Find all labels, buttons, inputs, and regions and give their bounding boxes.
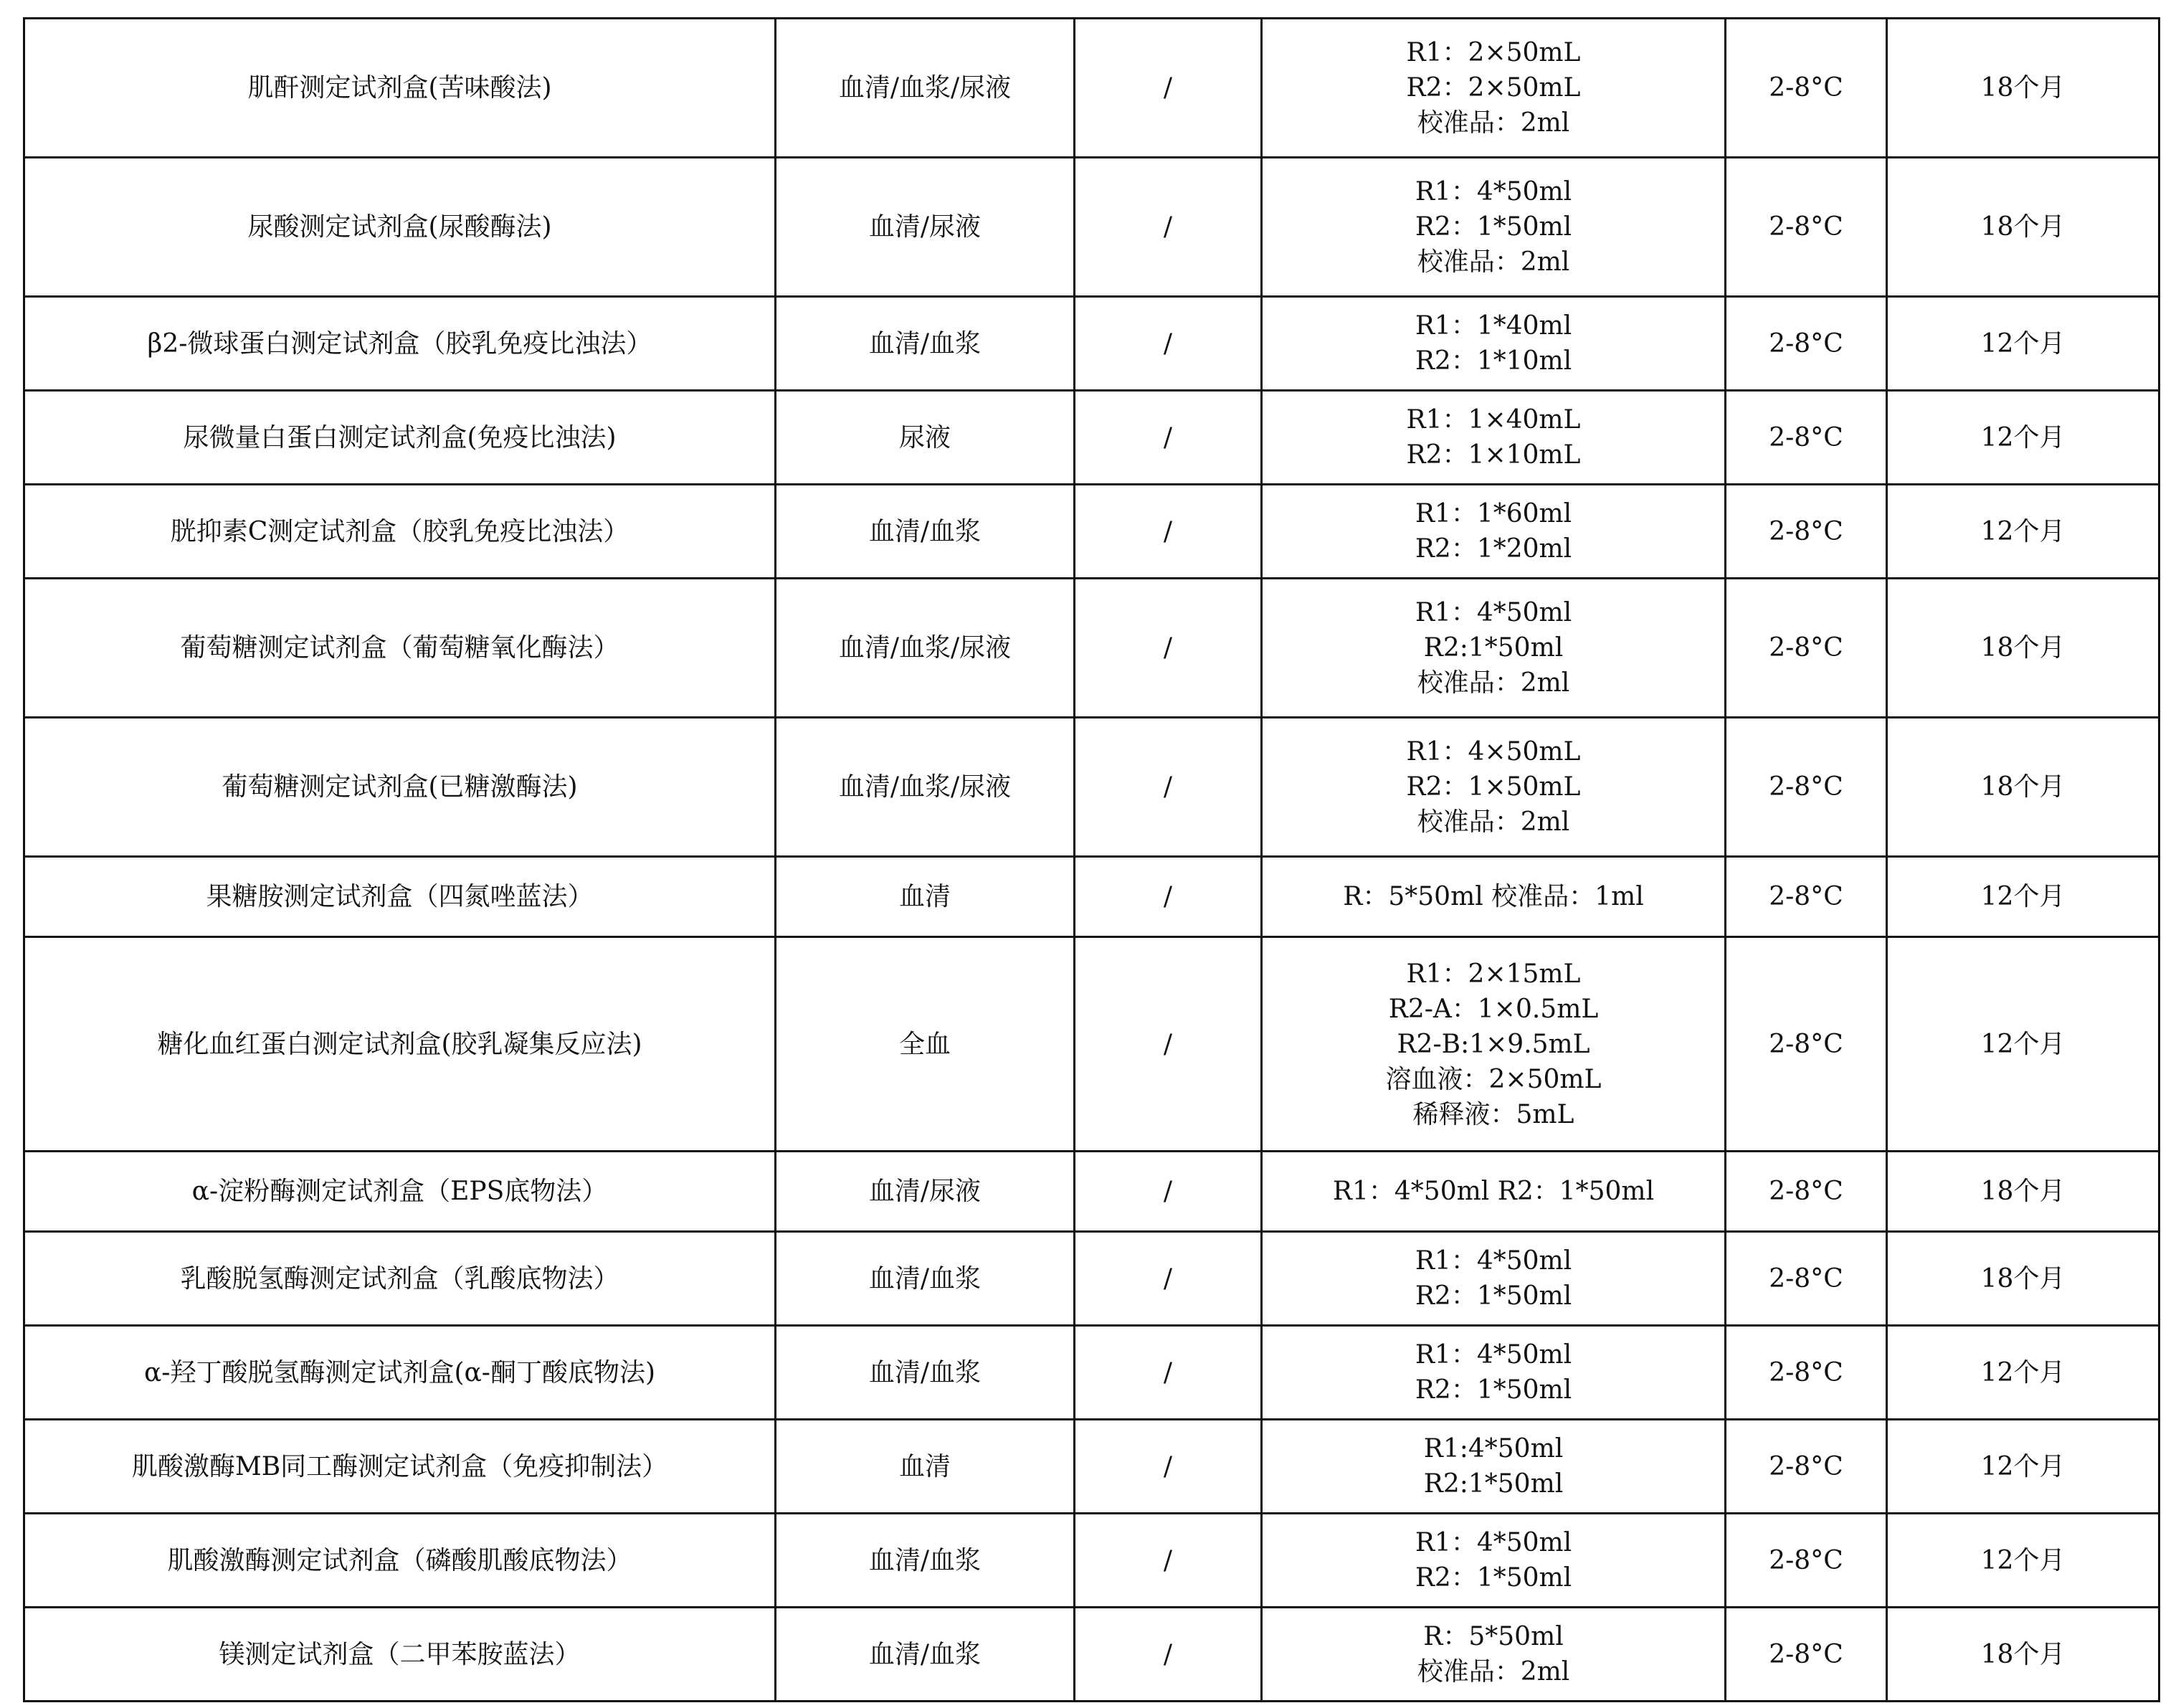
storage-condition-cell: 2-8°C [1726, 297, 1887, 391]
storage-condition-cell: 2-8°C [1726, 579, 1887, 718]
spec-line: R1：4*50ml R2：1*50ml [1332, 1177, 1655, 1206]
table-row [24, 579, 2159, 718]
storage-condition-cell: 2-8°C [1726, 1514, 1887, 1608]
specification-cell [1262, 391, 1726, 485]
product-name-cell: 葡萄糖测定试剂盒（葡萄糖氧化酶法） [24, 579, 776, 718]
specification-cell [1262, 1420, 1726, 1514]
spec-line: R2：2×50mL [1406, 73, 1581, 103]
specification-cell [1262, 857, 1726, 937]
spec-line: 校准品：2ml [1417, 807, 1570, 837]
product-name-cell: 果糖胺测定试剂盒（四氮唑蓝法） [24, 857, 776, 937]
product-name-cell: α-羟丁酸脱氢酶测定试剂盒(α-酮丁酸底物法) [24, 1326, 776, 1420]
other-cell: / [1075, 1514, 1262, 1608]
other-cell: / [1075, 158, 1262, 297]
spec-line: R1：4*50ml [1415, 1246, 1572, 1276]
sample-type-cell: 血清/血浆 [776, 1326, 1075, 1420]
other-cell: / [1075, 579, 1262, 718]
product-name-cell: 肌酸激酶测定试剂盒（磷酸肌酸底物法） [24, 1514, 776, 1608]
spec-line: R1：2×50mL [1406, 38, 1581, 67]
reagent-table [23, 17, 2160, 1702]
specification-cell [1262, 579, 1726, 718]
shelf-life-cell: 18个月 [1887, 579, 2159, 718]
table-row [24, 1420, 2159, 1514]
table-row [24, 1608, 2159, 1702]
spec-line: R2：1*20ml [1415, 534, 1572, 564]
table-row [24, 1514, 2159, 1608]
shelf-life-cell: 18个月 [1887, 1152, 2159, 1232]
spec-line: R1：2×15mL [1406, 959, 1581, 989]
shelf-life-cell: 12个月 [1887, 485, 2159, 579]
sample-type-cell: 血清/尿液 [776, 158, 1075, 297]
spec-line: R2：1*10ml [1415, 346, 1572, 376]
shelf-life-cell: 12个月 [1887, 297, 2159, 391]
spec-line: R2：1*50ml [1415, 1281, 1572, 1311]
other-cell: / [1075, 857, 1262, 937]
spec-line: 校准品：2ml [1417, 668, 1570, 698]
spec-line: R：5*50ml 校准品：1ml [1343, 882, 1644, 911]
spec-line: R2:1*50ml [1423, 633, 1564, 663]
spec-line: R1：4*50ml [1415, 1528, 1572, 1557]
specification-cell [1262, 937, 1726, 1152]
specification-cell [1262, 1232, 1726, 1326]
other-cell: / [1075, 485, 1262, 579]
shelf-life-cell: 18个月 [1887, 1608, 2159, 1702]
specification-cell [1262, 1152, 1726, 1232]
storage-condition-cell: 2-8°C [1726, 937, 1887, 1152]
table-row [24, 1326, 2159, 1420]
sample-type-cell: 血清/血浆/尿液 [776, 579, 1075, 718]
shelf-life-cell: 18个月 [1887, 1232, 2159, 1326]
product-name-cell: 葡萄糖测定试剂盒(已糖激酶法) [24, 718, 776, 857]
table-row [24, 1152, 2159, 1232]
storage-condition-cell: 2-8°C [1726, 1420, 1887, 1514]
spec-line: R1：1*40ml [1415, 311, 1572, 341]
spec-line: R1：4*50ml [1415, 1340, 1572, 1370]
storage-condition-cell: 2-8°C [1726, 485, 1887, 579]
specification-cell [1262, 1608, 1726, 1702]
specification-cell [1262, 1326, 1726, 1420]
sample-type-cell: 血清/血浆/尿液 [776, 718, 1075, 857]
spec-line: R2:1*50ml [1423, 1469, 1564, 1499]
spec-line: R1：1×40mL [1406, 405, 1581, 435]
sample-type-cell: 血清/血浆 [776, 1232, 1075, 1326]
shelf-life-cell: 12个月 [1887, 1326, 2159, 1420]
storage-condition-cell: 2-8°C [1726, 1232, 1887, 1326]
sample-type-cell: 血清 [776, 857, 1075, 937]
spec-line: R：5*50ml [1423, 1622, 1564, 1651]
other-cell: / [1075, 1420, 1262, 1514]
sample-type-cell: 血清/血浆 [776, 485, 1075, 579]
table-row [24, 485, 2159, 579]
shelf-life-cell: 18个月 [1887, 158, 2159, 297]
spec-line: R2：1*50ml [1415, 1563, 1572, 1593]
sample-type-cell: 尿液 [776, 391, 1075, 485]
specification-cell [1262, 718, 1726, 857]
shelf-life-cell: 12个月 [1887, 937, 2159, 1152]
other-cell: / [1075, 718, 1262, 857]
spec-line: 校准品：2ml [1417, 247, 1570, 277]
other-cell: / [1075, 1232, 1262, 1326]
spec-line: 校准品：2ml [1417, 1657, 1570, 1686]
spec-line: 溶血液：2×50mL [1385, 1064, 1602, 1094]
storage-condition-cell: 2-8°C [1726, 391, 1887, 485]
sample-type-cell: 血清/血浆 [776, 297, 1075, 391]
product-name-cell: 尿酸测定试剂盒(尿酸酶法) [24, 158, 776, 297]
storage-condition-cell: 2-8°C [1726, 1326, 1887, 1420]
specification-cell [1262, 485, 1726, 579]
storage-condition-cell: 2-8°C [1726, 857, 1887, 937]
sample-type-cell: 全血 [776, 937, 1075, 1152]
spec-line: 校准品：2ml [1417, 108, 1570, 138]
product-name-cell: 镁测定试剂盒（二甲苯胺蓝法） [24, 1608, 776, 1702]
shelf-life-cell: 12个月 [1887, 1514, 2159, 1608]
sample-type-cell: 血清 [776, 1420, 1075, 1514]
shelf-life-cell: 12个月 [1887, 1420, 2159, 1514]
product-name-cell: 肌酐测定试剂盒(苦味酸法) [24, 19, 776, 158]
product-name-cell: 尿微量白蛋白测定试剂盒(免疫比浊法) [24, 391, 776, 485]
specification-cell [1262, 1514, 1726, 1608]
spec-line: R2-B:1×9.5mL [1397, 1029, 1590, 1059]
table-row [24, 937, 2159, 1152]
spec-line: R2：1×50mL [1406, 772, 1581, 802]
other-cell: / [1075, 1152, 1262, 1232]
storage-condition-cell: 2-8°C [1726, 718, 1887, 857]
spec-line: R2：1*50ml [1415, 1375, 1572, 1405]
shelf-life-cell: 18个月 [1887, 19, 2159, 158]
table-row [24, 857, 2159, 937]
other-cell: / [1075, 391, 1262, 485]
other-cell: / [1075, 1608, 1262, 1702]
sample-type-cell: 血清/尿液 [776, 1152, 1075, 1232]
spec-line: R2：1*50ml [1415, 212, 1572, 242]
table-row [24, 297, 2159, 391]
storage-condition-cell: 2-8°C [1726, 1608, 1887, 1702]
specification-cell [1262, 19, 1726, 158]
product-name-cell: α-淀粉酶测定试剂盒（EPS底物法） [24, 1152, 776, 1232]
spec-line: R2-A：1×0.5mL [1388, 994, 1599, 1024]
specification-cell [1262, 158, 1726, 297]
shelf-life-cell: 18个月 [1887, 718, 2159, 857]
product-name-cell: 糖化血红蛋白测定试剂盒(胶乳凝集反应法) [24, 937, 776, 1152]
table-row [24, 391, 2159, 485]
table-row [24, 19, 2159, 158]
spec-line: R1：4*50ml [1415, 598, 1572, 627]
spec-line: 稀释液：5mL [1412, 1099, 1574, 1129]
spec-line: R1：4×50mL [1406, 737, 1581, 767]
product-name-cell: 肌酸激酶MB同工酶测定试剂盒（免疫抑制法） [24, 1420, 776, 1514]
table-row [24, 158, 2159, 297]
sample-type-cell: 血清/血浆/尿液 [776, 19, 1075, 158]
storage-condition-cell: 2-8°C [1726, 1152, 1887, 1232]
reagent-table-body [24, 19, 2159, 1702]
other-cell: / [1075, 1326, 1262, 1420]
product-name-cell: 胱抑素C测定试剂盒（胶乳免疫比浊法） [24, 485, 776, 579]
other-cell: / [1075, 297, 1262, 391]
table-row [24, 1232, 2159, 1326]
other-cell: / [1075, 937, 1262, 1152]
sample-type-cell: 血清/血浆 [776, 1514, 1075, 1608]
spec-line: R2：1×10mL [1406, 440, 1581, 470]
storage-condition-cell: 2-8°C [1726, 158, 1887, 297]
shelf-life-cell: 12个月 [1887, 857, 2159, 937]
reagent-table-container [23, 17, 2158, 1702]
spec-line: R1：1*60ml [1415, 499, 1572, 528]
other-cell: / [1075, 19, 1262, 158]
specification-cell [1262, 297, 1726, 391]
shelf-life-cell: 12个月 [1887, 391, 2159, 485]
storage-condition-cell: 2-8°C [1726, 19, 1887, 158]
product-name-cell: β2-微球蛋白测定试剂盒（胶乳免疫比浊法） [24, 297, 776, 391]
spec-line: R1:4*50ml [1423, 1434, 1564, 1463]
sample-type-cell: 血清/血浆 [776, 1608, 1075, 1702]
spec-line: R1：4*50ml [1415, 177, 1572, 207]
product-name-cell: 乳酸脱氢酶测定试剂盒（乳酸底物法） [24, 1232, 776, 1326]
table-row [24, 718, 2159, 857]
